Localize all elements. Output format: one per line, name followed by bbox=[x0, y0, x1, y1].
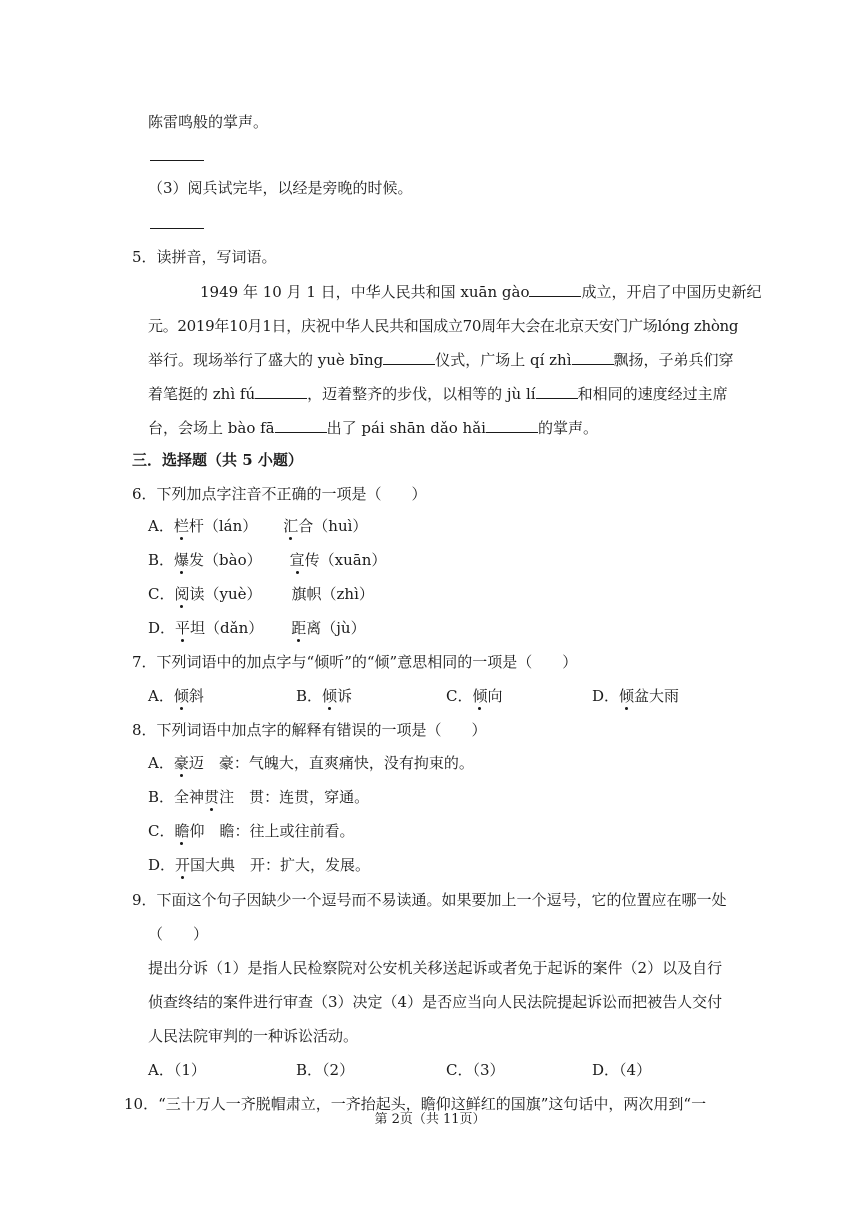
option-label: C． bbox=[148, 585, 175, 603]
prev-text-line: 陈雷鸣般的掌声。 bbox=[148, 113, 269, 131]
question-9-sentence-2: 侦查终结的案件进行审查（3）决定（4）是否应当向人民法院提起诉讼而把被告人交付 bbox=[148, 993, 723, 1011]
option-text: 离（jù） bbox=[306, 619, 366, 637]
option-label: A． bbox=[148, 687, 174, 705]
question-9-paren: （ ） bbox=[148, 925, 209, 943]
question-9-sentence-1: 提出分诉（1）是指人民检察院对公安机关移送起诉或者免于起诉的案件（2）以及自行 bbox=[148, 959, 723, 977]
question-7-option-b bbox=[296, 686, 352, 706]
question-6-option-b bbox=[148, 550, 386, 570]
option-text: 读（yuè） bbox=[189, 585, 262, 603]
option-text: 国大典 开：扩大，发展。 bbox=[190, 856, 371, 874]
dotted-char: 平 bbox=[175, 619, 191, 637]
option-label: C． bbox=[446, 687, 473, 705]
page-footer: 第 2页（共 11页） bbox=[374, 1112, 486, 1127]
question-9-option-d: D．（4） bbox=[592, 1061, 652, 1079]
dotted-char: 开 bbox=[175, 856, 191, 874]
option-text: 传（xuān） bbox=[304, 551, 387, 569]
question-10-stem: 10．“三十万人一齐脱帽肃立，一齐抬起头，瞻仰这鲜红的国旗”这句话中，两次用到“一 bbox=[124, 1095, 707, 1113]
question-5-line-4 bbox=[148, 384, 728, 404]
q5-text: 的掌声。 bbox=[537, 419, 598, 437]
dotted-char: 距 bbox=[291, 619, 307, 637]
question-7-option-a bbox=[148, 686, 204, 706]
dotted-char: 倾 bbox=[322, 687, 338, 705]
question-6-option-a bbox=[148, 516, 367, 536]
option-text: 盆大雨 bbox=[634, 687, 680, 705]
option-text: 诉 bbox=[337, 687, 353, 705]
q5-text: 台，会场上 bào fā bbox=[148, 419, 275, 437]
dotted-char: 瞻 bbox=[174, 822, 190, 840]
question-9-option-a: A．（1） bbox=[148, 1061, 206, 1079]
question-5-line-5 bbox=[148, 418, 598, 438]
option-label: C． bbox=[148, 822, 175, 840]
option-label: B． bbox=[148, 788, 175, 806]
question-8-option-a bbox=[148, 753, 474, 773]
question-7-option-d bbox=[592, 686, 679, 706]
question-6-stem: 6．下列加点字注音不正确的一项是（ ） bbox=[132, 485, 427, 503]
option-label: D． bbox=[148, 856, 176, 874]
option-text: 仰 瞻：往上或往前看。 bbox=[189, 822, 355, 840]
q5-text: 飘扬，子弟兵们穿 bbox=[613, 351, 734, 369]
question-7-stem: 7．下列词语中的加点字与“倾听”的“倾”意思相同的一项是（ ） bbox=[132, 653, 578, 671]
question-5-line-2: 元。2019年10月1日，庆祝中华人民共和国成立70周年大会在北京天安门广场lóng zhòng bbox=[148, 317, 739, 335]
option-text: 合（huì） bbox=[298, 517, 368, 535]
question-6-option-c bbox=[148, 584, 374, 604]
blank bbox=[255, 397, 307, 399]
question-8-stem: 8．下列词语中加点字的解释有错误的一项是（ ） bbox=[132, 721, 487, 739]
blank bbox=[572, 363, 614, 365]
question-5-title: 5．读拼音，写词语。 bbox=[132, 248, 277, 266]
dotted-char: 贯 bbox=[204, 788, 220, 806]
option-label: B． bbox=[148, 551, 175, 569]
question-9-stem: 9．下面这个句子因缺少一个逗号而不易读通。如果要加上一个逗号，它的位置应在哪一处 bbox=[132, 891, 727, 909]
option-text: 注 贯：连贯，穿通。 bbox=[219, 788, 370, 806]
dotted-char: 阅 bbox=[174, 585, 190, 603]
q5-text: 和相同的速度经过主席 bbox=[577, 385, 728, 403]
option-text: 坦（dǎn） bbox=[190, 619, 264, 637]
question-5-line-1 bbox=[200, 282, 762, 302]
option-text: 全神 bbox=[174, 788, 205, 806]
question-9-sentence-3: 人民法院审判的一种诉讼活动。 bbox=[148, 1027, 359, 1045]
blank bbox=[529, 295, 581, 297]
question-9-option-b: B．（2） bbox=[296, 1061, 355, 1079]
dotted-char: 栏 bbox=[173, 517, 189, 535]
dotted-char: 倾 bbox=[173, 687, 189, 705]
option-text: 旗帜（zhì） bbox=[291, 585, 374, 603]
section-heading: 三．选择题（共 5 小题） bbox=[132, 451, 303, 469]
option-label: A． bbox=[148, 754, 174, 772]
question-8-option-c bbox=[148, 821, 355, 841]
dotted-char: 倾 bbox=[619, 687, 635, 705]
q5-text: 着笔挺的 zhì fú bbox=[148, 385, 256, 403]
q5-text: 出了 pái shān dǎo hǎi bbox=[326, 419, 486, 437]
option-text: 迈 豪：气魄大，直爽痛快，没有拘束的。 bbox=[188, 754, 474, 772]
blank bbox=[275, 431, 327, 433]
dotted-char: 宣 bbox=[289, 551, 305, 569]
question-5-line-3 bbox=[148, 350, 734, 370]
question-6-option-d bbox=[148, 618, 366, 638]
question-8-option-d bbox=[148, 855, 370, 875]
answer-line-3 bbox=[150, 228, 204, 229]
question-7-option-c bbox=[446, 686, 503, 706]
blank bbox=[486, 431, 538, 433]
blank bbox=[536, 397, 578, 399]
q5-text: 举行。现场举行了盛大的 yuè bīng bbox=[148, 351, 384, 369]
dotted-char: 豪 bbox=[173, 754, 189, 772]
dotted-char: 爆 bbox=[174, 551, 190, 569]
option-label: A． bbox=[148, 517, 174, 535]
dotted-char: 倾 bbox=[472, 687, 488, 705]
q5-text: ，迈着整齐的步伐，以相等的 jù lí bbox=[307, 385, 536, 403]
answer-line-2 bbox=[150, 160, 204, 161]
question-4-3: （3）阅兵试完毕，以经是旁晚的时候。 bbox=[148, 179, 413, 197]
option-label: B． bbox=[296, 687, 323, 705]
blank bbox=[383, 363, 435, 365]
question-8-option-b bbox=[148, 787, 369, 807]
option-label: D． bbox=[592, 687, 620, 705]
q5-text: 1949 年 10 月 1 日，中华人民共和国 xuān gào bbox=[200, 283, 530, 301]
question-9-option-c: C．（3） bbox=[446, 1061, 505, 1079]
option-label: D． bbox=[148, 619, 176, 637]
option-text: 向 bbox=[487, 687, 503, 705]
dotted-char: 汇 bbox=[283, 517, 299, 535]
q5-text: 仪式，广场上 qí zhì bbox=[435, 351, 572, 369]
option-text: 发（bào） bbox=[189, 551, 262, 569]
option-text: 斜 bbox=[188, 687, 204, 705]
q5-text: 成立，开启了中国历史新纪 bbox=[581, 283, 762, 301]
option-text: 杆（lán） bbox=[188, 517, 258, 535]
